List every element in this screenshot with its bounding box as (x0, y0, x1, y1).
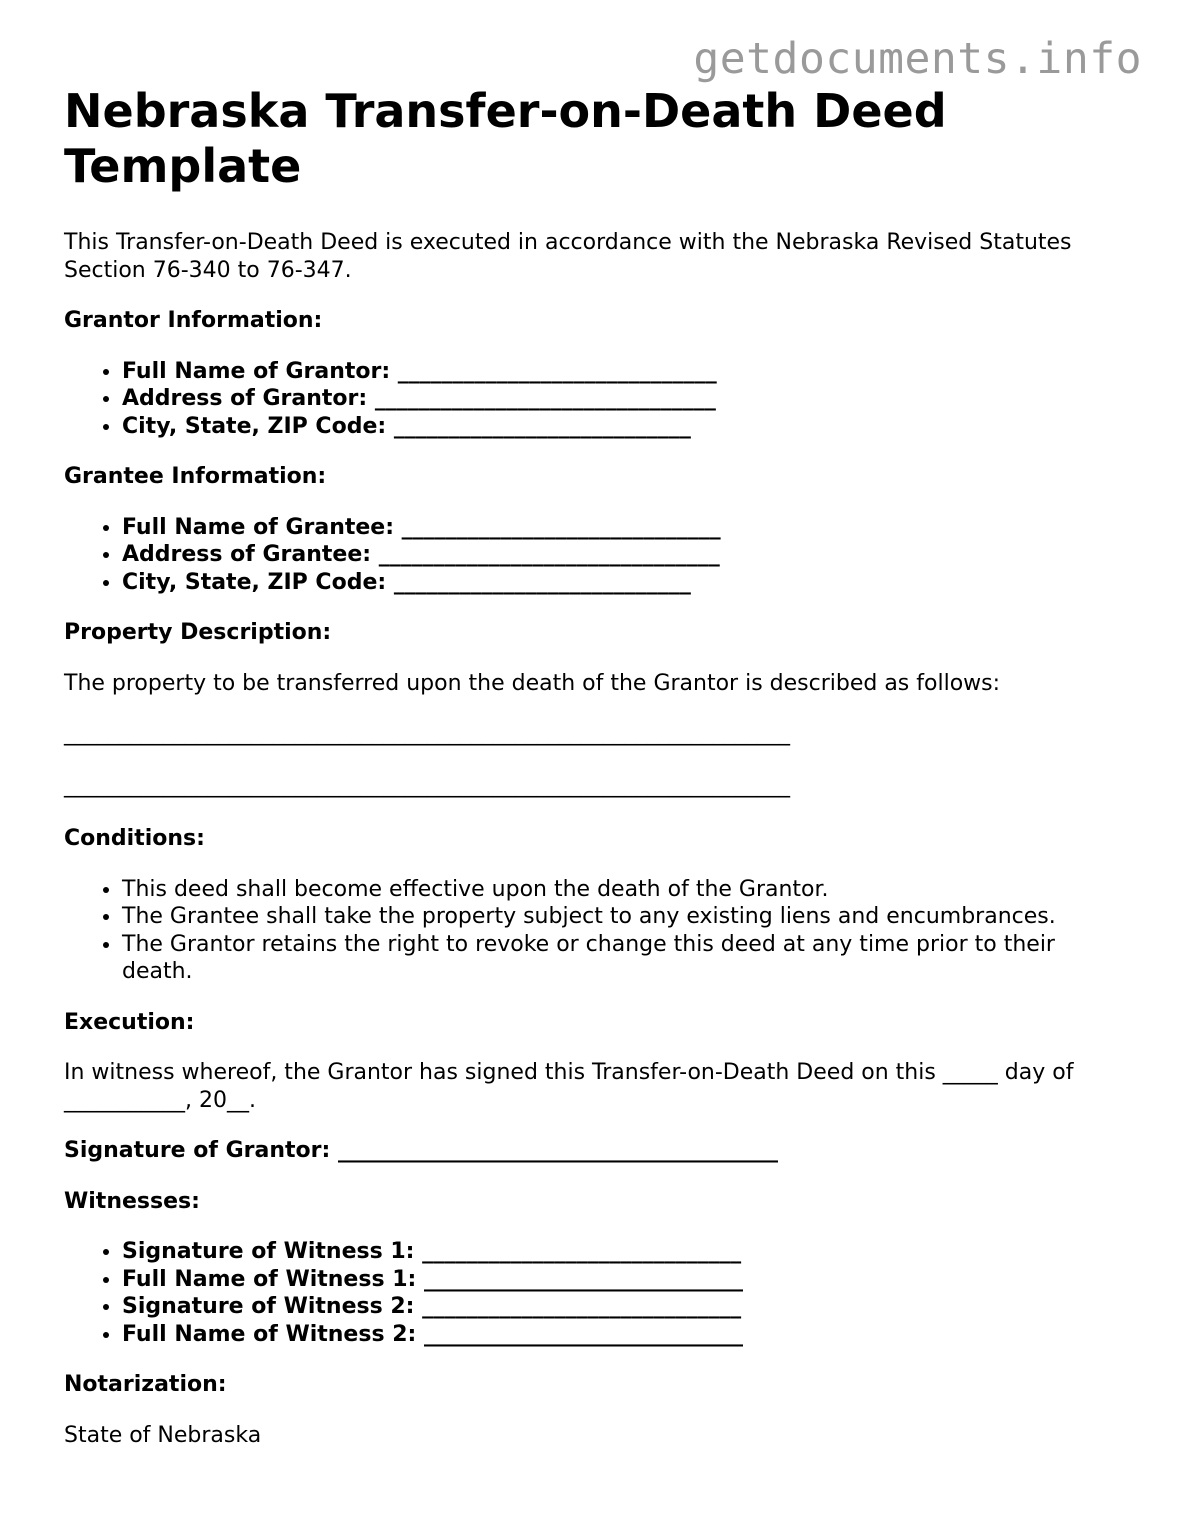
conditions-heading: Conditions: (64, 826, 205, 851)
condition-item: • The Grantee shall take the property subject to any existing liens and encumbrances. (122, 903, 1124, 931)
grantor-city-state-zip-field: • City, State, ZIP Code: ___________________________ (122, 413, 1124, 441)
condition-item: • This deed shall become effective upon the death of the Grantor. (122, 876, 1124, 904)
witness-1-name-field: • Full Name of Witness 1: _____________________________ (122, 1266, 1124, 1294)
intro-paragraph: This Transfer-on-Death Deed is executed in accordance with the Nebraska Revised Statutes Section 76-340 to 76-347. (64, 230, 1072, 283)
property-blank-line-1: __________________________________________________________________ (64, 721, 790, 746)
grantor-heading: Grantor Information: (64, 308, 323, 333)
grantor-list (64, 358, 1124, 441)
watermark: getdocuments.info (693, 34, 1142, 84)
witness-2-name-field: • Full Name of Witness 2: _____________________________ (122, 1321, 1124, 1349)
grantee-list (64, 514, 1124, 597)
grantee-full-name-field: • Full Name of Grantee: _____________________________ (122, 514, 1124, 542)
witnesses-heading: Witnesses: (64, 1188, 200, 1214)
notarization-heading: Notarization: (64, 1372, 227, 1397)
grantee-heading: Grantee Information: (64, 464, 327, 489)
grantor-signature-field: Signature of Grantor: ________________________________________ (64, 1138, 778, 1163)
execution-text: In witness whereof, the Grantor has signed this Transfer-on-Death Deed on this _____ day of ___________, 20__. (64, 1060, 1074, 1113)
witness-2-signature-field: • Signature of Witness 2: _____________________________ (122, 1293, 1124, 1321)
grantee-city-state-zip-field: • City, State, ZIP Code: ___________________________ (122, 569, 1124, 597)
grantor-full-name-field: • Full Name of Grantor: _____________________________ (122, 358, 1124, 386)
witnesses-list (64, 1238, 1124, 1348)
property-text: The property to be transferred upon the death of the Grantor is described as follows: (64, 670, 1001, 696)
property-heading: Property Description: (64, 620, 332, 645)
notarization-state: State of Nebraska (64, 1422, 262, 1448)
property-blank-line-2: __________________________________________________________________ (64, 772, 790, 798)
conditions-list (64, 876, 1124, 986)
condition-item: • The Grantor retains the right to revoke or change this deed at any time prior to their death. (122, 931, 1124, 986)
document-title: Nebraska Transfer-on-Death Deed Template (64, 84, 947, 193)
witness-1-signature-field: • Signature of Witness 1: _____________________________ (122, 1238, 1124, 1266)
document-page (64, 84, 1124, 1472)
grantor-address-field: • Address of Grantor: _______________________________ (122, 385, 1124, 413)
grantee-address-field: • Address of Grantee: _______________________________ (122, 541, 1124, 569)
execution-heading: Execution: (64, 1009, 195, 1035)
